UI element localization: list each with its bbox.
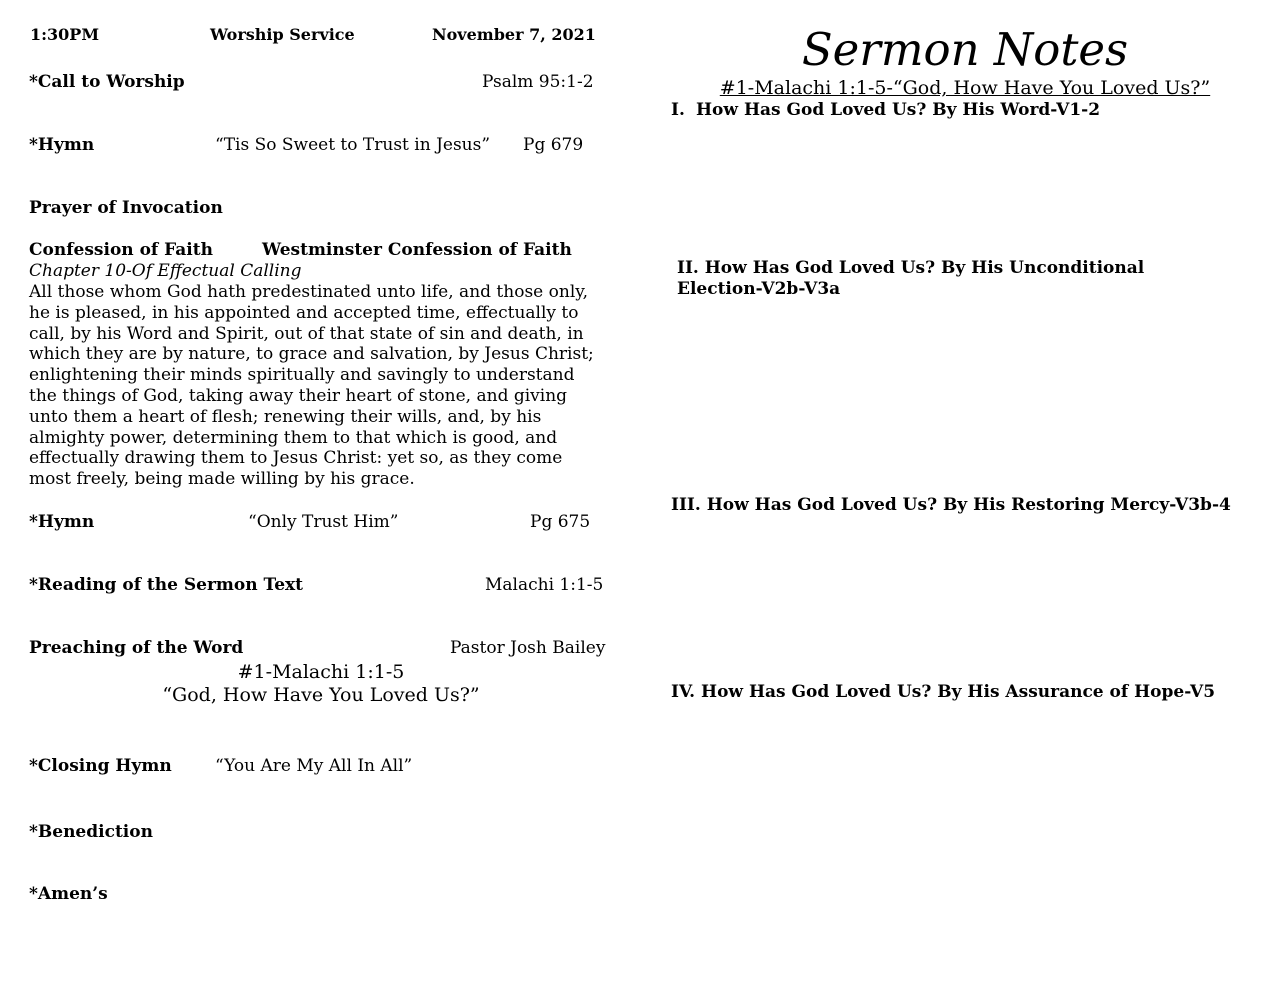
closing-hymn-label: *Closing Hymn: [29, 756, 172, 776]
hymn1-title: “Tis So Sweet to Trust in Jesus”: [215, 135, 491, 155]
service-name: Worship Service: [210, 25, 355, 44]
confession-line: unto them a heart of flesh; renewing their wills, and, by his: [29, 406, 542, 427]
notes-point-4: IV. How Has God Loved Us? By His Assurance of Hope-V5: [671, 682, 1216, 702]
reading-label: *Reading of the Sermon Text: [29, 575, 304, 595]
confession-line: the things of God, taking away their heart of stone, and giving: [29, 385, 568, 406]
call-to-worship-ref: Psalm 95:1-2: [482, 72, 594, 92]
notes-point-3: III. How Has God Loved Us? By His Restoring Mercy-V3b-4: [671, 495, 1231, 515]
notes-point-2-line-1: II. How Has God Loved Us? By His Unconditional: [677, 258, 1145, 278]
confession-line: he is pleased, in his appointed and accepted time, effectually to: [29, 302, 579, 323]
sermon-title: “God, How Have You Loved Us?”: [162, 684, 480, 706]
notes-subtitle: #1-Malachi 1:1-5-“God, How Have You Loved Us?”: [719, 77, 1211, 99]
reading-ref: Malachi 1:1-5: [485, 575, 604, 595]
confession-chapter: Chapter 10-Of Effectual Calling: [29, 261, 302, 281]
notes-point-2-line-2: Election-V2b-V3a: [677, 279, 841, 299]
confession-line: All those whom God hath predestinated unto life, and those only,: [29, 282, 588, 302]
closing-hymn-title: “You Are My All In All”: [215, 756, 413, 776]
hymn2-page: Pg 675: [530, 512, 591, 532]
confession-line: most freely, being made willing by his grace.: [29, 469, 415, 490]
confession-line: almighty power, determining them to that which is good, and: [29, 427, 558, 448]
confession-label: Confession of Faith: [29, 240, 213, 260]
preaching-pastor: Pastor Josh Bailey: [450, 638, 606, 658]
hymn2-title: “Only Trust Him”: [248, 512, 399, 532]
confession-line: which they are by nature, to grace and salvation, by Jesus Christ;: [29, 344, 594, 365]
hymn2-label: *Hymn: [29, 512, 95, 532]
service-date: November 7, 2021: [432, 25, 596, 44]
hymn1-label: *Hymn: [29, 135, 95, 155]
confession-line: effectually drawing them to Jesus Christ: yet so, as they come: [29, 448, 563, 469]
sermon-ref: #1-Malachi 1:1-5: [237, 661, 405, 683]
notes-point-1: How Has God Loved Us? By His Word-V1-2: [696, 100, 1101, 120]
amens-label: *Amen’s: [29, 884, 108, 904]
call-to-worship-label: *Call to Worship: [29, 72, 185, 92]
service-time: 1:30PM: [30, 25, 100, 44]
confession-source: Westminster Confession of Faith: [262, 240, 572, 260]
notes-title: Sermon Notes: [801, 23, 1129, 76]
notes-point-1-number: I.: [671, 100, 685, 120]
preaching-label: Preaching of the Word: [29, 638, 244, 658]
prayer-label: Prayer of Invocation: [29, 198, 223, 218]
confession-line: call, by his Word and Spirit, out of that state of sin and death, in: [29, 323, 584, 344]
confession-text: [29, 282, 629, 490]
confession-line: enlightening their minds spiritually and savingly to understand: [29, 365, 575, 386]
benediction-label: *Benediction: [29, 822, 153, 842]
hymn1-page: Pg 679: [523, 135, 584, 155]
